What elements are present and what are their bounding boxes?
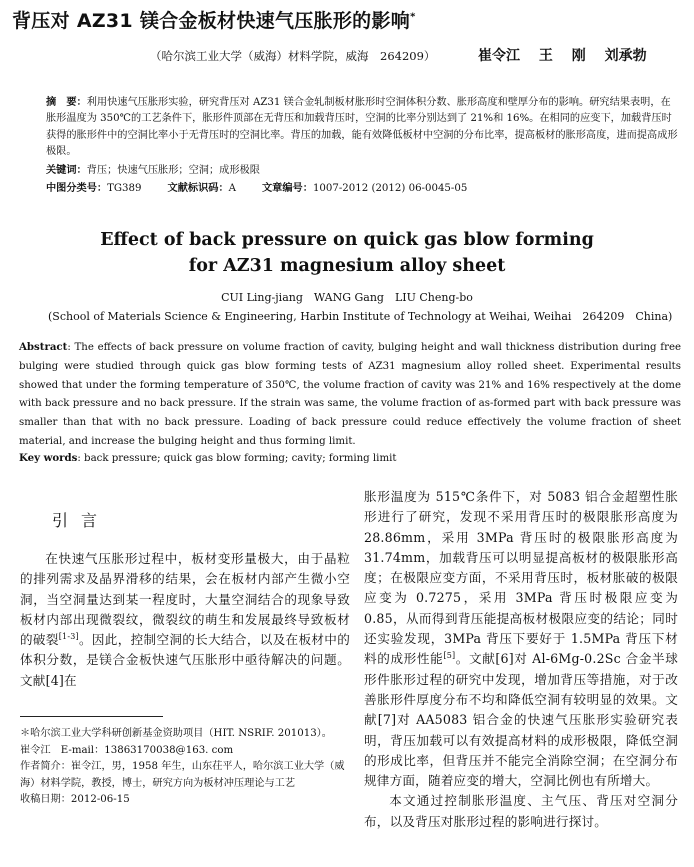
article-number-value: 1007-2012 (2012) 06-0045-05	[312, 183, 468, 194]
chinese-authors: 崔令江 王 刚 刘承勃	[478, 48, 647, 64]
chinese-keywords	[46, 161, 678, 176]
body-column-left	[20, 549, 350, 691]
class-number-value: TG389	[107, 183, 142, 194]
chinese-abstract	[46, 95, 678, 160]
body-column-right	[364, 487, 678, 832]
citation-1-3: [1-3]	[58, 632, 79, 641]
english-keywords	[19, 452, 681, 464]
footnote-received: 收稿日期：2012-06-15	[20, 794, 130, 806]
english-title-line-2: for AZ31 magnesium alloy sheet	[188, 256, 506, 276]
chinese-keywords-text: 背压；快速气压胀形；空洞；成形极限	[86, 165, 260, 176]
doc-code-label: 文献标识码：	[167, 183, 229, 194]
doc-code-value: A	[228, 183, 236, 194]
chinese-abstract-text: 利用快速气压胀形实验，研究背压对 AZ31 镁合金轧制板材胀形时空洞体积分数、胀形高度和壁厚分布的影响。研究结果表明，在胀形温度为 350℃的工艺条件下，胀形件顶部在无背压和加载背压时，空洞的比率分别达到了 21%和 16%。在相同的应变下，加载背压时获得的胀形件中的空洞比率小于无背压时的空洞比率。背压的加载，能有效降低板材中空洞的分布比率，提高板材的胀形高度，进而提高成形极限。	[46, 97, 678, 157]
chinese-keywords-label: 关键词：	[46, 165, 87, 176]
chinese-title: 背压对 AZ31 镁合金板材快速气压胀形的影响*	[12, 10, 416, 32]
english-keywords-label: Key words	[19, 452, 78, 464]
section-heading-introduction: 引言	[52, 511, 111, 530]
intro-paragraph-3: 本文通过控制胀形温度、主气压、背压对空洞分布，以及背压对胀形过程的影响进行探讨。	[364, 793, 678, 829]
title-footnote-mark: *	[410, 11, 416, 23]
english-title	[0, 227, 694, 279]
intro-paragraph-2: 胀形温度为 515℃条件下，对 5083 铝合金超塑性胀形进行了研究，发现不采用背压时的极限胀形高度为 28.86mm，采用 3MPa 背压时的极限胀形高度为 31.74mm，加载背压可以明显提高板材的极限胀形高度；在极限应变方面，不采用背压时，板材胀破的极限应变为 0.7275，采用 3MPa 背压时极限应变为 0.85，从而得到背压能提高板材极限应变的结论；同时还实验发现，3MPa 背压下要好于 1.5MPa 背压下材料的成形性能[5]。文献[6]对 Al-6Mg-0.2Sc 合金半球形件胀形过程的研究中发现，增加背压等措施，对于改善胀形件厚度分布不均和降低空洞有较明显的效果。文献[7]对 AA5083 铝合金的快速气压胀形实验研究表明，背压加载可以有效提高材料的成形极限，降低空洞的形成比率，但背压并不能完全消除空洞；在空洞分布规律方面，随着应变的增大，空洞比例也有所增大。	[364, 489, 678, 789]
classification-line	[46, 179, 678, 194]
footnote-block	[20, 726, 350, 809]
footnote-bio: 作者简介：崔令江，男，1958 年生，山东茌平人，哈尔滨工业大学（威海）材料学院，教授，博士，研究方向为板材冲压理论与工艺	[20, 761, 345, 789]
english-abstract	[19, 338, 681, 452]
english-affiliation: (School of Materials Science & Engineering, Harbin Institute of Technology at Weihai, Weihai 264209 China)	[48, 310, 673, 323]
footnote-divider	[20, 716, 163, 717]
article-number-label: 文章编号：	[262, 183, 313, 194]
english-authors: CUI Ling-jiang WANG Gang LIU Cheng-bo	[221, 291, 473, 304]
footnote-fund: ＊哈尔滨工业大学科研创新基金资助项目（HIT. NSRIF. 201013）。	[20, 728, 332, 739]
english-keywords-text: : back pressure; quick gas blow forming; cavity; forming limit	[77, 453, 397, 464]
intro-paragraph-1: 在快速气压胀形过程中，板材变形量极大，由于晶粒的排列需求及晶界滑移的结果，会在板材内部产生微小空洞，当空洞量达到某一程度时，大量空洞结合的现象导致板材内部出现微裂纹，微裂纹的萌生和发展最终导致板材的破裂[1-3]。因此，控制空洞的长大结合，以及在板材中的体积分数，是镁合金板快速气压胀形中亟待解决的问题。文献[4]在	[20, 551, 350, 688]
footnote-contact: 崔令江 E-mail：13863170038@163. com	[20, 744, 234, 756]
english-title-line-1: Effect of back pressure on quick gas blow forming	[100, 230, 594, 250]
chinese-affiliation: （哈尔滨工业大学（威海）材料学院，威海 264209）	[150, 49, 436, 63]
english-abstract-label: Abstract	[19, 341, 68, 353]
chinese-abstract-label: 摘 要：	[46, 97, 87, 108]
english-abstract-text: : The effects of back pressure on volume fraction of cavity, bulging height and wall thickness distribution during free bulging were studied through quick gas blow forming tests of AZ31 magnesium alloy rolled sheet. Experimental results showed that under the forming temperature of 350℃, the volume fraction of cavity was 21% and 16% respectively at the dome with back pressure and no back pressure. If the strain was same, the volume fraction of as-formed part with back pressure was smaller than that with no back pressure. Loading of back pressure could reduce effectively the volume fraction of sheet material, and increase the bulging height and thus forming limit.	[19, 342, 681, 447]
class-number-label: 中图分类号：	[46, 183, 108, 194]
citation-5: [5]	[443, 651, 456, 661]
